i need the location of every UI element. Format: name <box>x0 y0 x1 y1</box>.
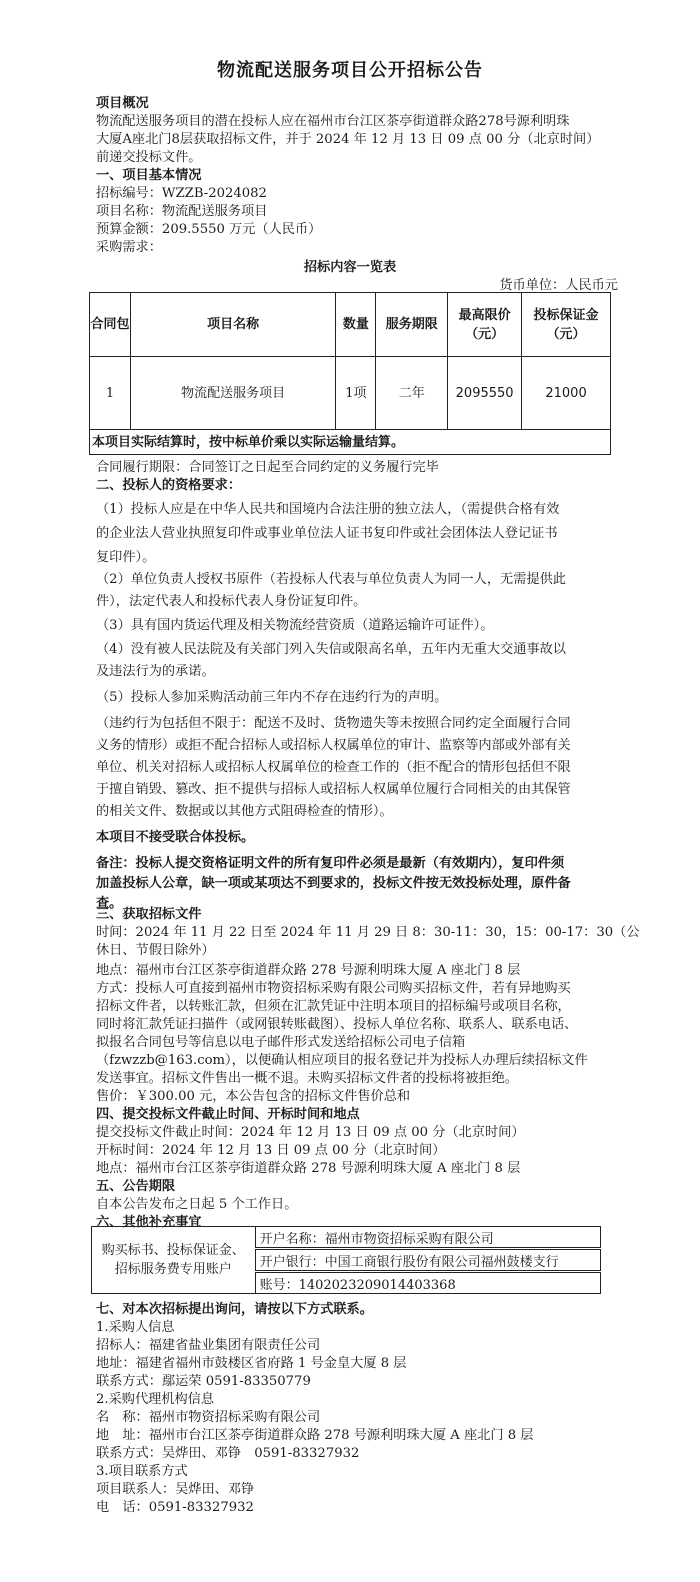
col-header-quantity: 数量 <box>336 293 376 357</box>
qualification-line: 复印件）。 <box>96 550 156 565</box>
col-header-lot: 合同包 <box>90 293 131 357</box>
section3-heading: 三、获取招标文件 <box>96 907 202 922</box>
contact-line: 联系方式：吴烨田、邓铮 0591-83327932 <box>96 1446 360 1461</box>
qualification-line: 的相关文件、数据或以其他方式阻碍检查的情形）。 <box>96 804 393 819</box>
table-footnote: 本项目实际结算时，按中标单价乘以实际运输量结算。 <box>90 430 611 455</box>
overview-line: 大厦A座北门8层获取招标文件，并于 2024 年 12 月 13 日 09 点 00 分（北京时间） <box>96 132 600 147</box>
obtain-line: 拟报名合同包号等信息以电子邮件形式发送给招标公司电子信箱 <box>96 1035 466 1050</box>
obtain-line: 地点：福州市台江区茶亭街道群众路 278 号源利明珠大厦 A 座北门 8 层 <box>96 963 521 978</box>
qualification-line: 义务的情形）或拒不配合招标人或招标人权属单位的审计、监察等内部或外部有关 <box>96 738 571 753</box>
obtain-line: 休日、节假日除外） <box>96 943 215 958</box>
account-label: 购买标书、投标保证金、 招标服务费专用账户 <box>92 1227 256 1294</box>
obtain-line: （fzwzzb@163.com），以便确认相应项目的报名登记并为投标人办理后续招标文件 <box>96 1053 588 1068</box>
table-header-row <box>90 293 611 357</box>
budget-amount: 预算金额：209.5550 万元（人民币） <box>96 222 322 237</box>
qualification-line: 单位、机关对招标人或招标人权属单位的检查工作的（拒不配合的情形包括但不限 <box>96 760 571 775</box>
sale-price: 售价：￥300.00 元，本公告包含的招标文件售价总和 <box>96 1089 411 1104</box>
remark-line: 查。 <box>96 896 123 911</box>
tender-content-table <box>89 292 611 455</box>
section1-heading: 一、项目基本情况 <box>96 168 202 183</box>
contact-line: 项目联系人：吴烨田、邓铮 <box>96 1482 255 1497</box>
section6-heading: 六、其他补充事宜 <box>96 1215 202 1230</box>
contact-line: 1.采购人信息 <box>96 1320 175 1335</box>
obtain-line: 时间：2024 年 11 月 22 日至 2024 年 11 月 29 日 8：30-11：30，15：00-17：30（公 <box>96 925 640 940</box>
overview-heading: 项目概况 <box>96 96 149 111</box>
col-header-bid-bond: 投标保证金（元） <box>522 293 611 357</box>
remark-line: 加盖投标人公章，缺一项或某项达不到要求的，投标文件按无效投标处理，原件备 <box>96 876 571 891</box>
deadline-line: 提交投标文件截止时间：2024 年 12 月 13 日 09 点 00 分（北京时间） <box>96 1125 525 1140</box>
qualification-line: （5）投标人参加采购活动前三年内不存在违约行为的声明。 <box>96 690 448 705</box>
cell-service-period: 二年 <box>376 357 448 430</box>
remark-line: 备注：投标人提交资格证明文件的所有复印件必须是最新（有效期内），复印件须 <box>96 856 565 871</box>
bank-name: 开户银行：中国工商银行股份有限公司福州鼓楼支行 <box>255 1249 600 1272</box>
currency-unit: 货币单位：人民币元 <box>499 278 618 293</box>
col-header-max-price: 最高限价（元） <box>448 293 522 357</box>
tender-number: 招标编号：WZZB-2024082 <box>96 186 267 201</box>
overview-line: 前递交投标文件。 <box>96 150 202 165</box>
no-consortium: 本项目不接受联合体投标。 <box>96 830 255 845</box>
qualification-line: （违约行为包括但不限于：配送不及时、货物遗失等未按照合同约定全面履行合同 <box>96 716 571 731</box>
qualification-line: （2）单位负责人授权书原件（若投标人代表与单位负责人为同一人，无需提供此 <box>96 572 566 587</box>
announcement-period: 自本公告发布之日起 5 个工作日。 <box>96 1197 298 1212</box>
cell-bid-bond: 21000 <box>522 357 611 430</box>
contact-line: 地 址：福州市台江区茶亭街道群众路 278 号源利明珠大厦 A 座北门 8 层 <box>96 1428 534 1443</box>
qualification-line: 的企业法人营业执照复印件或事业单位法人证书复印件或社会团体法人登记证书 <box>96 526 558 541</box>
contact-line: 地址：福建省福州市鼓楼区省府路 1 号金皇大厦 8 层 <box>96 1356 407 1371</box>
contact-line: 招标人：福建省盐业集团有限责任公司 <box>96 1338 321 1353</box>
section7-heading: 七、对本次招标提出询问，请按以下方式联系。 <box>96 1302 373 1317</box>
account-table <box>91 1226 601 1294</box>
section2-heading: 二、投标人的资格要求： <box>96 478 242 493</box>
qualification-line: 及违法行为的承诺。 <box>96 664 215 679</box>
obtain-line: 招标文件者，以转账汇款，但须在汇款凭证中注明本项目的招标编号或项目名称， <box>96 999 571 1014</box>
cell-quantity: 1项 <box>336 357 376 430</box>
contact-line: 名 称：福州市物资招标采购有限公司 <box>96 1410 321 1425</box>
obtain-line: 发送事宜。招标文件售出一概不退。未购买招标文件者的投标将被拒绝。 <box>96 1071 518 1086</box>
col-header-item-name: 项目名称 <box>130 293 335 357</box>
contract-period: 合同履行期限：合同签订之日起至合同约定的义务履行完毕 <box>96 460 439 475</box>
obtain-line: 方式：投标人可直接到福州市物资招标采购有限公司购买招标文件，若有异地购买 <box>96 981 571 996</box>
contact-line: 电 话：0591-83327932 <box>96 1500 254 1515</box>
cell-max-price: 2095550 <box>448 357 522 430</box>
opening-place-line: 地点：福州市台江区茶亭街道群众路 278 号源利明珠大厦 A 座北门 8 层 <box>96 1161 521 1176</box>
opening-time-line: 开标时间：2024 年 12 月 13 日 09 点 00 分（北京时间） <box>96 1143 446 1158</box>
document-title: 物流配送服务项目公开招标公告 <box>217 60 483 81</box>
contact-line: 3.项目联系方式 <box>96 1464 188 1479</box>
qualification-line: （4）没有被人民法院及有关部门列入失信或限高名单，五年内无重大交通事故以 <box>96 642 566 657</box>
cell-lot: 1 <box>90 357 131 430</box>
project-name: 项目名称：物流配送服务项目 <box>96 204 268 219</box>
qualification-line: 件），法定代表人和投标代表人身份证复印件。 <box>96 594 367 609</box>
obtain-line: 同时将汇款凭证扫描件（或网银转账截图）、投标人单位名称、联系人、联系电话、 <box>96 1017 578 1032</box>
qualification-line: 于擅自销毁、篡改、拒不提供与招标人或招标人权属单位履行合同相关的由其保管 <box>96 782 571 797</box>
section4-heading: 四、提交投标文件截止时间、开标时间和地点 <box>96 1107 360 1122</box>
contact-line: 2.采购代理机构信息 <box>96 1392 215 1407</box>
account-name: 开户名称：福州市物资招标采购有限公司 <box>255 1227 600 1249</box>
col-header-service-period: 服务期限 <box>376 293 448 357</box>
table-row <box>90 357 611 430</box>
section5-heading: 五、公告期限 <box>96 1179 176 1194</box>
cell-item-name: 物流配送服务项目 <box>130 357 335 430</box>
qualification-line: （1）投标人应是在中华人民共和国境内合法注册的独立法人，（需提供合格有效 <box>96 502 560 517</box>
table-footnote-row <box>90 430 611 455</box>
overview-line: 物流配送服务项目的潜在投标人应在福州市台江区茶亭街道群众路278号源利明珠 <box>96 114 570 129</box>
table-title: 招标内容一览表 <box>303 260 397 275</box>
qualification-line: （3）具有国内货运代理及相关物流经营资质（道路运输许可证件）。 <box>96 618 494 633</box>
contact-line: 联系方式：鄢运荣 0591-83350779 <box>96 1374 311 1389</box>
account-number: 账号：1402023209014403368 <box>255 1272 600 1294</box>
procurement-needs: 采购需求： <box>96 240 162 255</box>
